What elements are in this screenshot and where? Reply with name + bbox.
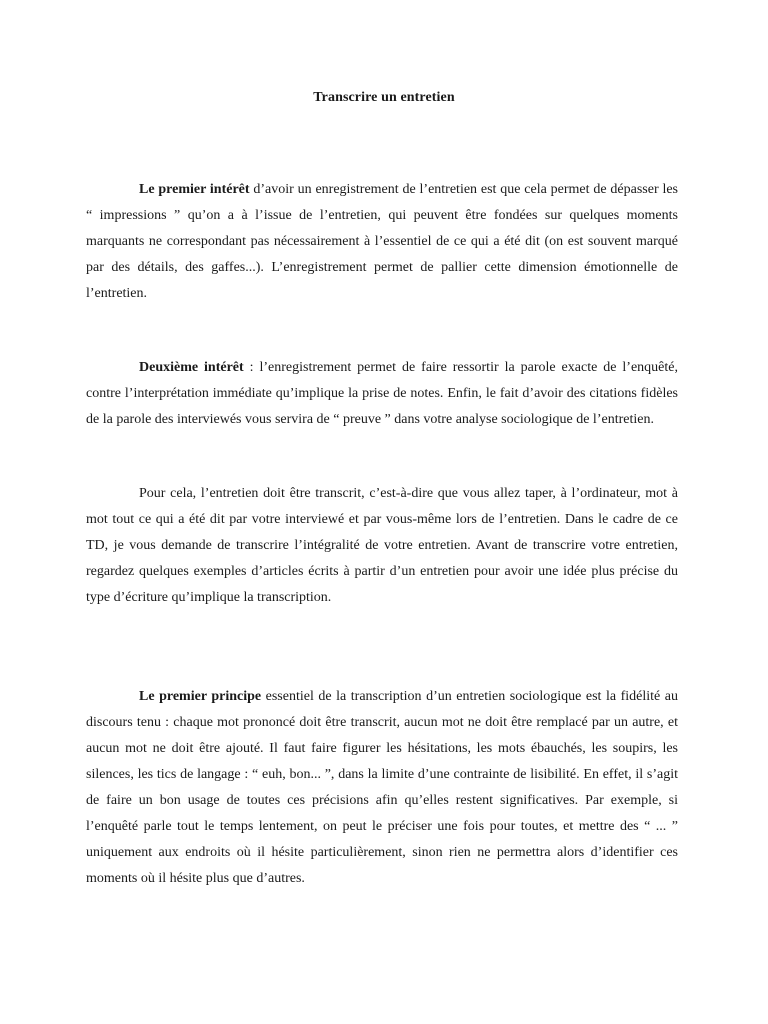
paragraph-deuxieme-interet	[86, 355, 678, 433]
paragraph-lead: Le premier intérêt	[139, 182, 250, 197]
document-title: Transcrire un entretien	[313, 90, 455, 105]
paragraph-text: : l’enregistrement permet de faire ressortir la parole exacte de l’enquêté, contre l’interprétation immédiate qu’implique la prise de notes. Enfin, le fait d’avoir des citations fidèles de la parole des interviewés vous servira de “ preuve ” dans votre analyse sociologique de l’entretien.	[86, 360, 678, 427]
paragraph-text: essentiel de la transcription d’un entretien sociologique est la fidélité au discours tenu : chaque mot prononcé doit être transcrit, aucun mot ne doit être remplacé par un autre, et aucun mot ne doit être ajouté. Il faut faire figurer les hésitations, les mots ébauchés, les soupirs, les silences, les tics de langage : “ euh, bon... ”, dans la limite d’une contrainte de lisibilité. En effet, il s’agit de faire un bon usage de toutes ces précisions afin qu’elles restent significatives. Par exemple, si l’enquêté parle tout le temps lentement, on peut le préciser une fois pour toutes, et mettre des “ ... ” uniquement aux endroits où il hésite particulièrement, sinon rien ne permettra alors d’identifier ces moments où il hésite plus que d’autres.	[86, 689, 678, 886]
paragraph-lead: Le premier principe	[139, 689, 262, 704]
paragraph-pour-cela	[86, 481, 678, 611]
paragraph-text: d’avoir un enregistrement de l’entretien est que cela permet de dépasser les “ impressions ” qu’on a à l’issue de l’entretien, qui peuvent être fondées sur quelques moments marquants ne correspondant pas nécessairement à l’essentiel de ce qui a été dit (on est souvent marqué par des détails, des gaffes...). L’enregistrement permet de pallier cette dimension émotionnelle de l’entretien.	[86, 182, 678, 301]
paragraph-lead: Deuxième intérêt	[139, 360, 244, 375]
paragraph-premier-principe	[86, 684, 678, 892]
paragraph-premier-interet	[86, 177, 678, 307]
paragraph-text: Pour cela, l’entretien doit être transcrit, c’est-à-dire que vous allez taper, à l’ordinateur, mot à mot tout ce qui a été dit par votre interviewé et par vous-même lors de l’entretien. Dans le cadre de ce TD, je vous demande de transcrire l’intégralité de votre entretien. Avant de transcrire votre entretien, regardez quelques exemples d’articles écrits à partir d’un entretien pour avoir une idée plus précise du type d’écriture qu’implique la transcription.	[86, 486, 678, 605]
